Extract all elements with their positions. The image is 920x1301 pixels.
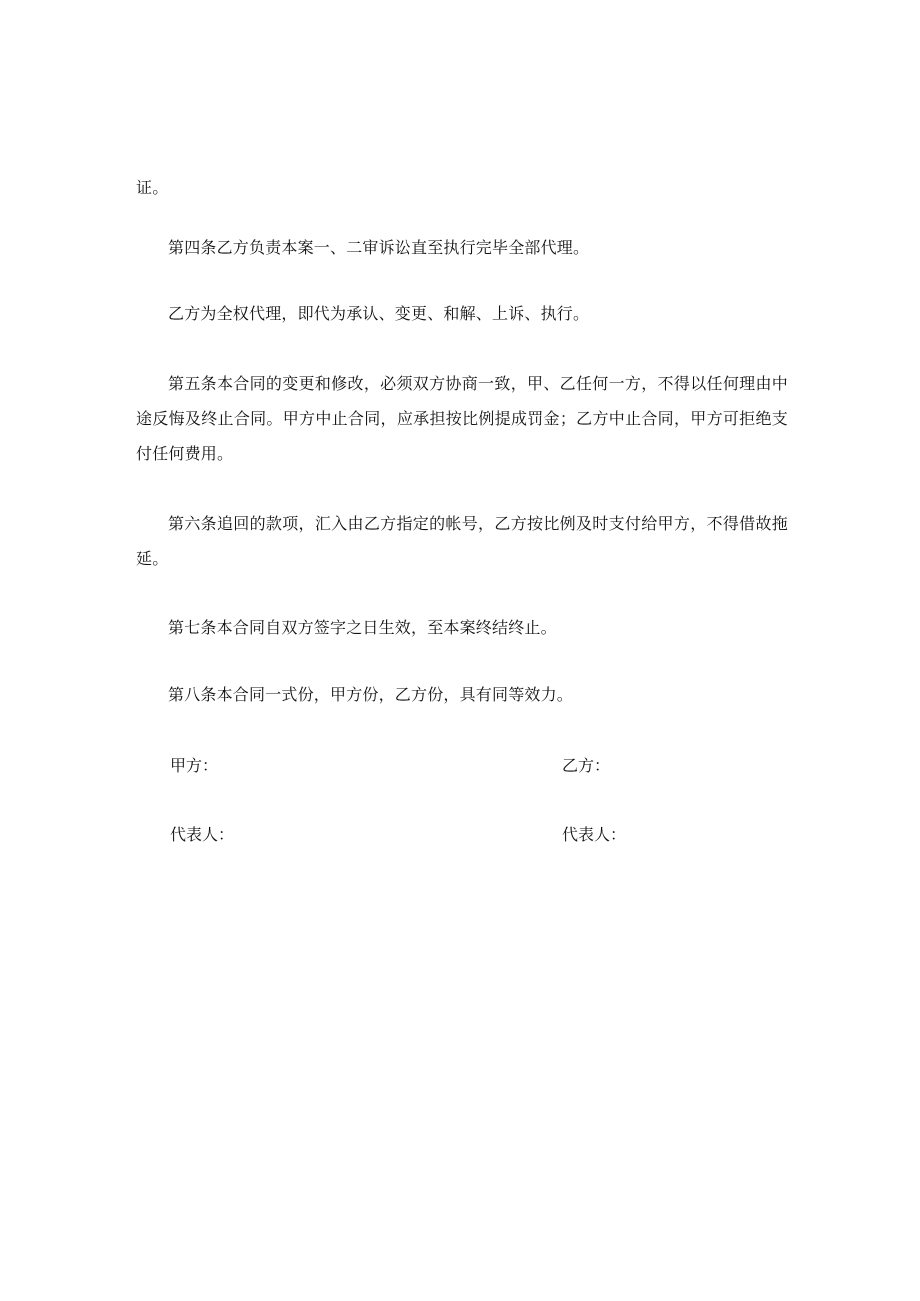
paragraph-article-7: 第七条本合同自双方签字之日生效，至本案终结终止。	[168, 618, 557, 637]
signature-party-row	[136, 748, 788, 783]
paragraph-continuation: 证。	[136, 178, 169, 197]
signature-representative-row	[136, 817, 788, 852]
paragraph-full-authority: 乙方为全权代理，即代为承认、变更、和解、上诉、执行。	[168, 304, 590, 323]
party-b-label: 乙方：	[562, 756, 611, 775]
paragraph-article-5: 第五条本合同的变更和修改，必须双方协商一致，甲、乙任何一方，不得以任何理由中途反悔及终止合同。甲方中止合同，应承担按比例提成罚金；乙方中止合同，甲方可拒绝支付任何费用。	[136, 374, 788, 463]
paragraph-article-6: 第六条追回的款项，汇入由乙方指定的帐号，乙方按比例及时支付给甲方，不得借故拖延。	[136, 514, 788, 568]
paragraph-article-4: 第四条乙方负责本案一、二审诉讼直至执行完毕全部代理。	[168, 238, 590, 257]
paragraph-article-8: 第八条本合同一式份，甲方份，乙方份，具有同等效力。	[168, 685, 574, 704]
representative-a-label: 代表人：	[170, 825, 235, 844]
party-a-label: 甲方：	[170, 756, 219, 775]
representative-b-label: 代表人：	[562, 825, 627, 844]
